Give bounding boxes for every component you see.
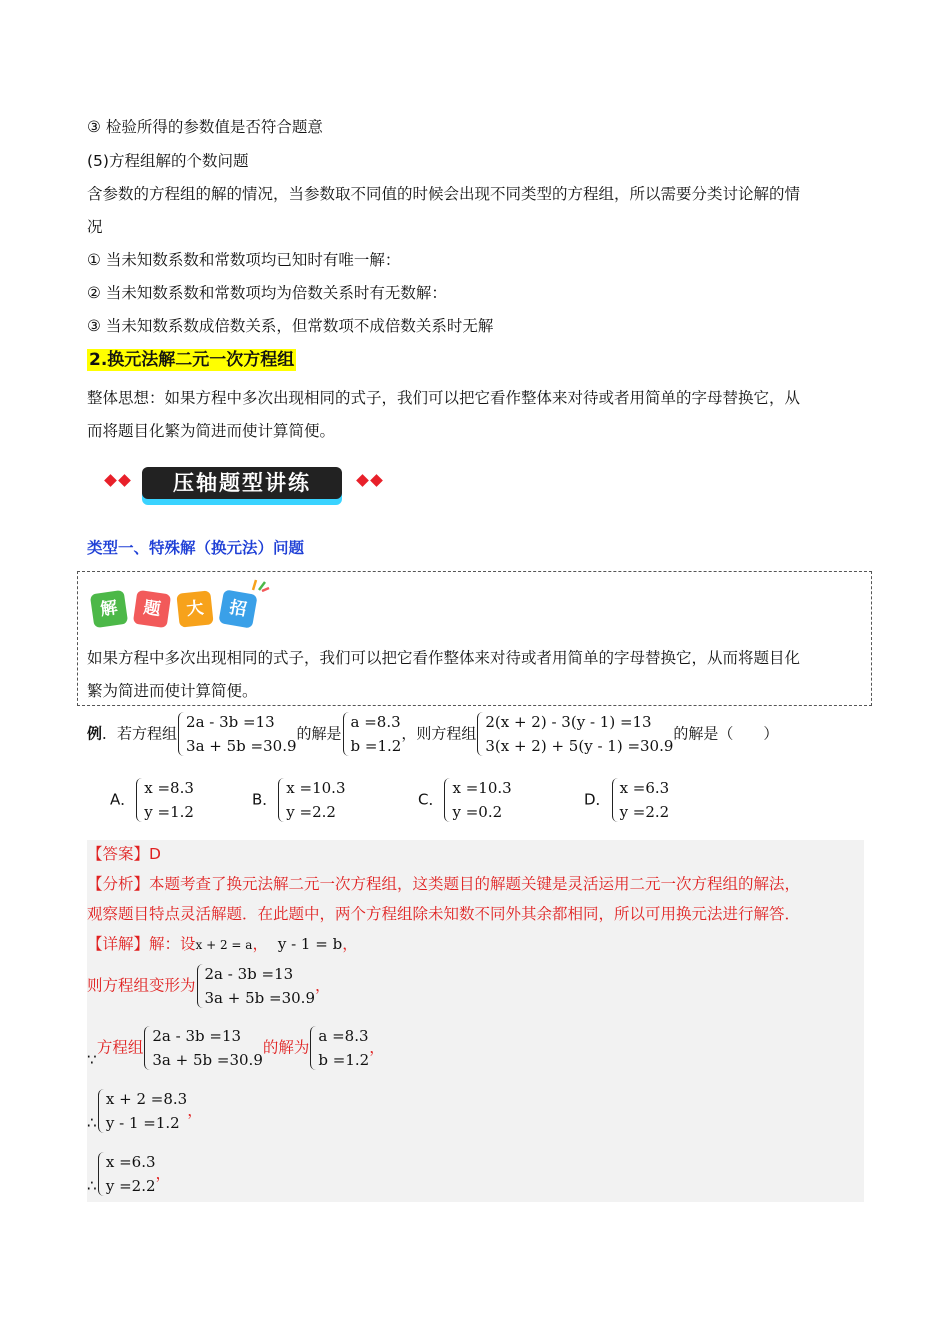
equation-system: 2(x + 2) - 3(y - 1) =13 3(x + 2) + 5(y - 1) =30.9 xyxy=(476,710,673,758)
text-line: ① 当未知数系数和常数项均已知时有唯一解： xyxy=(87,251,401,269)
tip-char: 题 xyxy=(133,590,171,628)
solution-system: a =8.3 b =1.2 xyxy=(342,710,402,758)
analysis-line: 观察题目特点灵活解题．在此题中，两个方程组除未知数不同外其余都相同，所以可用换元法进行解答． xyxy=(87,905,801,923)
step-1: 则方程组变形为 2a - 3b =13 3a + 5b =30.9 ， xyxy=(87,962,331,1010)
banner xyxy=(100,463,390,507)
type-title: 类型一、特殊解（换元法）问题 xyxy=(87,539,305,557)
text-line: (5)方程组解的个数问题 xyxy=(87,152,249,170)
example-label: 例 xyxy=(87,724,103,743)
equation-system: 2a - 3b =13 3a + 5b =30.9 xyxy=(177,710,296,758)
example-text: 的解是（ ） xyxy=(673,724,779,743)
tip-text: 繁为简进而使计算简便。 xyxy=(87,682,258,700)
tip-char: 招 xyxy=(218,589,257,628)
diamond-icon xyxy=(356,474,369,487)
option-b[interactable]: B． x =10.3 y =2.2 xyxy=(252,776,346,824)
tip-text: 如果方程中多次出现相同的式子，我们可以把它看作整体来对待或者用简单的字母替换它，从而将题目化 xyxy=(87,649,801,667)
tip-char: 解 xyxy=(90,590,128,628)
text-line: 况 xyxy=(87,218,103,236)
tips-badge xyxy=(90,588,270,632)
text-line: ③ 当未知数系数成倍数关系，但常数项不成倍数关系时无解 xyxy=(87,317,494,335)
text-line: ③ 检验所得的参数值是否符合题意 xyxy=(87,118,323,136)
section-heading xyxy=(87,350,296,370)
step-3: ∴ x + 2 =8.3 y - 1 =1.2 ， xyxy=(87,1087,203,1135)
section-heading-text: 2.换元法解二元一次方程组 xyxy=(89,350,295,370)
diamond-icon xyxy=(118,474,131,487)
sparkle-icon xyxy=(250,576,270,592)
example-text: ．若方程组 xyxy=(102,724,178,743)
text-line: 含参数的方程组的解的情况，当参数取不同值的时候会出现不同类型的方程组，所以需要分类讨论解的情 xyxy=(87,185,801,203)
text-line: 整体思想：如果方程中多次出现相同的式子，我们可以把它看作整体来对待或者用简单的字母替换它，从 xyxy=(87,389,801,407)
step-2: ∵方程组 2a - 3b =13 3a + 5b =30.9 的解为 a =8.3 b =1.2 ， xyxy=(87,1024,385,1072)
option-a[interactable]: A． x =8.3 y =1.2 xyxy=(110,776,194,824)
answer-area xyxy=(87,840,864,1202)
option-c[interactable]: C． x =10.3 y =0.2 xyxy=(418,776,512,824)
analysis-line: 【分析】本题考查了换元法解二元一次方程组，这类题目的解题关键是灵活运用二元一次方程组的解法， xyxy=(87,875,801,893)
tip-char: 大 xyxy=(176,590,213,627)
example-text: 的解是 xyxy=(296,724,342,743)
answer-line: 【答案】D xyxy=(87,845,161,863)
detail-line: 【详解】解：设x + 2 = a， y - 1 = b， xyxy=(87,935,358,953)
banner-title: 压轴题型讲练 xyxy=(173,471,311,495)
text-line: 而将题目化繁为简进而使计算简便。 xyxy=(87,422,336,440)
answer-value: D xyxy=(149,845,161,863)
example-text: ，则方程组 xyxy=(401,724,477,743)
example xyxy=(87,710,778,758)
diamond-icon xyxy=(104,474,117,487)
text-line: ② 当未知数系数和常数项均为倍数关系时有无数解： xyxy=(87,284,447,302)
diamond-icon xyxy=(370,474,383,487)
option-d[interactable]: D． x =6.3 y =2.2 xyxy=(584,776,669,824)
step-4: ∴ x =6.3 y =2.2 ， xyxy=(87,1150,171,1198)
